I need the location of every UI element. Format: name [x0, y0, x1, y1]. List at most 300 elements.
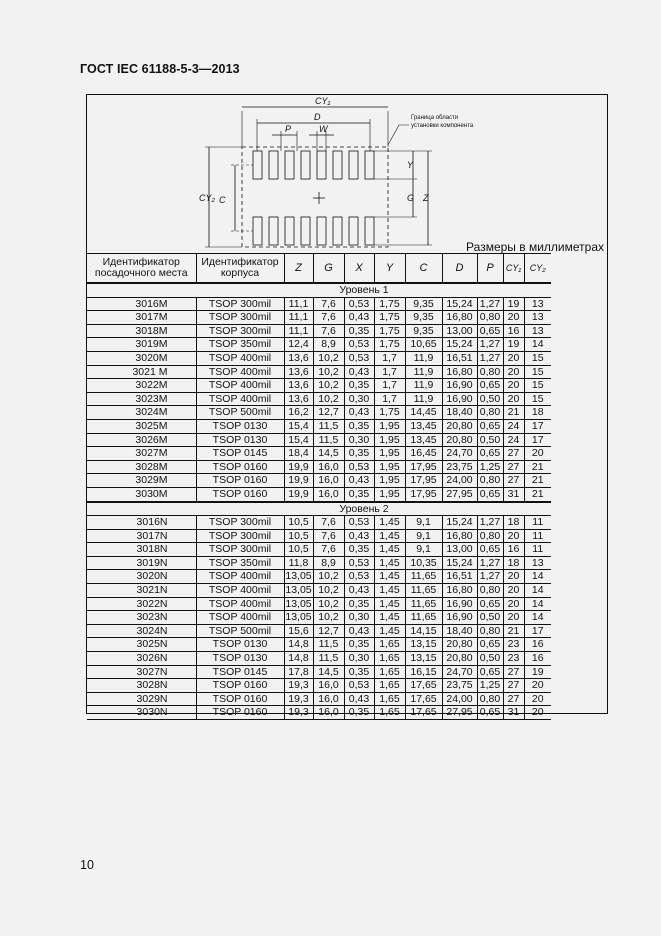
value-cell: 0,35	[344, 447, 374, 461]
table-row	[87, 311, 551, 325]
value-cell: 19,9	[284, 474, 313, 488]
value-cell: 1,45	[374, 597, 405, 611]
value-cell: 27,95	[442, 706, 477, 720]
footprint-id-cell: 3028N	[87, 679, 196, 693]
table-row	[87, 706, 551, 720]
value-cell: 19	[503, 338, 524, 352]
table-row	[87, 474, 551, 488]
header-d: D	[442, 254, 477, 284]
value-cell: 16	[503, 543, 524, 557]
value-cell: 13,6	[284, 379, 313, 393]
value-cell: 14,45	[405, 406, 442, 420]
value-cell: 20	[503, 529, 524, 543]
package-id-cell: TSOP 300mil	[196, 311, 284, 325]
figure-and-table-frame	[86, 94, 608, 719]
value-cell: 0,30	[344, 652, 374, 666]
package-id-cell: TSOP 400mil	[196, 351, 284, 365]
value-cell: 1,27	[477, 297, 503, 311]
value-cell: 11,1	[284, 324, 313, 338]
value-cell: 18	[503, 556, 524, 570]
value-cell: 23	[503, 652, 524, 666]
value-cell: 13,45	[405, 419, 442, 433]
table-row	[87, 543, 551, 557]
value-cell: 21	[524, 487, 551, 501]
value-cell: 18,40	[442, 624, 477, 638]
value-cell: 16,90	[442, 379, 477, 393]
value-cell: 16,0	[313, 460, 344, 474]
value-cell: 0,35	[344, 597, 374, 611]
value-cell: 0,80	[477, 584, 503, 598]
value-cell: 31	[503, 487, 524, 501]
value-cell: 7,6	[313, 529, 344, 543]
table-row	[87, 679, 551, 693]
table-row	[87, 638, 551, 652]
value-cell: 20	[524, 679, 551, 693]
header-g: G	[313, 254, 344, 284]
value-cell: 0,35	[344, 379, 374, 393]
value-cell: 11,5	[313, 419, 344, 433]
value-cell: 13,05	[285, 611, 312, 624]
value-cell: 13	[524, 556, 551, 570]
package-id-cell: TSOP 0160	[196, 474, 284, 488]
value-cell: 1,75	[374, 311, 405, 325]
value-cell: 0,65	[477, 543, 503, 557]
header-cy2: CY₂	[524, 254, 551, 284]
value-cell: 14	[524, 584, 551, 598]
footprint-id-cell: 3017N	[87, 529, 196, 543]
value-cell: 15	[524, 365, 551, 379]
package-id-cell: TSOP 400mil	[196, 597, 284, 611]
value-cell: 1,45	[374, 556, 405, 570]
value-cell: 11,65	[405, 570, 442, 584]
value-cell: 11,5	[313, 638, 344, 652]
value-cell: 21	[524, 474, 551, 488]
value-cell: 13,6	[284, 365, 313, 379]
table-row	[87, 665, 551, 679]
value-cell: 17	[524, 433, 551, 447]
document-header: ГОСТ IEC 61188-5-3—2013	[80, 62, 240, 76]
value-cell: 1,45	[374, 516, 405, 530]
value-cell: 1,25	[477, 460, 503, 474]
value-cell: 7,6	[313, 543, 344, 557]
value-cell: 13,6	[284, 392, 313, 406]
value-cell: 17	[524, 624, 551, 638]
value-cell: 1,27	[477, 570, 503, 584]
value-cell: 17,8	[284, 665, 313, 679]
callout-text-line1: Граница области	[411, 115, 459, 121]
value-cell: 1,7	[374, 351, 405, 365]
value-cell: 16,0	[313, 679, 344, 693]
footprint-id-cell: 3029M	[87, 474, 196, 488]
value-cell: 0,50	[477, 433, 503, 447]
value-cell: 0,43	[344, 584, 374, 598]
value-cell: 11,65	[405, 584, 442, 598]
value-cell: 10,2	[313, 351, 344, 365]
footprint-id-cell: 3020M	[87, 351, 196, 365]
value-cell: 11,8	[284, 556, 313, 570]
value-cell: 13,15	[405, 638, 442, 652]
value-cell: 14,5	[313, 447, 344, 461]
table-row	[87, 611, 551, 625]
value-cell: 13,05	[285, 570, 312, 583]
centre-mark	[313, 192, 325, 204]
value-cell: 16,80	[442, 584, 477, 598]
value-cell: 12,7	[313, 624, 344, 638]
value-cell: 13,00	[442, 543, 477, 557]
value-cell: 7,6	[313, 324, 344, 338]
value-cell: 1,65	[374, 638, 405, 652]
value-cell: 0,43	[344, 529, 374, 543]
value-cell: 14,15	[405, 624, 442, 638]
value-cell: 10,35	[405, 556, 442, 570]
value-cell: 19,9	[284, 460, 313, 474]
value-cell: 10,5	[284, 529, 313, 543]
value-cell: 19,9	[284, 487, 313, 501]
value-cell: 0,43	[344, 365, 374, 379]
value-cell: 20	[524, 447, 551, 461]
table-row	[87, 597, 551, 611]
value-cell: 20	[524, 692, 551, 706]
label-p: P	[285, 124, 292, 134]
package-id-cell: TSOP 0160	[196, 706, 284, 720]
value-cell: 24,00	[442, 474, 477, 488]
label-cy1: CY₁	[315, 96, 331, 106]
value-cell: 0,65	[477, 447, 503, 461]
package-id-cell: TSOP 0130	[196, 433, 284, 447]
value-cell: 1,95	[374, 474, 405, 488]
value-cell: 8,9	[313, 556, 344, 570]
value-cell: 10,2	[313, 597, 344, 611]
value-cell: 0,35	[344, 706, 374, 720]
value-cell: 17,95	[405, 487, 442, 501]
level-title-row	[87, 502, 551, 516]
value-cell: 18,4	[284, 447, 313, 461]
value-cell: 1,95	[374, 447, 405, 461]
value-cell: 15	[524, 392, 551, 406]
value-cell: 11,5	[313, 652, 344, 666]
value-cell: 15,24	[442, 297, 477, 311]
value-cell: 20,80	[442, 638, 477, 652]
value-cell: 0,35	[344, 638, 374, 652]
package-id-cell: TSOP 0145	[196, 447, 284, 461]
land-pattern-drawing	[87, 95, 607, 255]
table-row	[87, 652, 551, 666]
value-cell: 21	[503, 624, 524, 638]
value-cell: 10,5	[284, 543, 313, 557]
value-cell: 15,4	[284, 419, 313, 433]
header-cy1: CY₁	[503, 254, 524, 284]
value-cell: 0,30	[344, 392, 374, 406]
value-cell: 20	[503, 584, 524, 598]
top-pad-row	[253, 151, 374, 179]
level-title: Уровень 1	[87, 283, 551, 297]
value-cell: 1,45	[374, 611, 405, 625]
value-cell: 1,27	[477, 351, 503, 365]
value-cell: 27	[503, 692, 524, 706]
value-cell: 9,35	[405, 297, 442, 311]
value-cell: 1,75	[374, 406, 405, 420]
value-cell: 0,65	[477, 638, 503, 652]
value-cell: 10,2	[313, 570, 344, 584]
value-cell: 1,7	[374, 392, 405, 406]
value-cell: 14	[524, 570, 551, 584]
package-id-cell: TSOP 350mil	[196, 556, 284, 570]
value-cell: 15	[524, 351, 551, 365]
value-cell: 15,6	[284, 624, 313, 638]
value-cell: 14	[524, 338, 551, 352]
value-cell: 10,2	[313, 392, 344, 406]
footprint-id-cell: 3029N	[87, 692, 196, 706]
value-cell: 20,80	[442, 652, 477, 666]
value-cell: 24	[503, 419, 524, 433]
footprint-id-cell: 3017M	[87, 311, 196, 325]
footprint-id-cell: 3023M	[87, 392, 196, 406]
table-row	[87, 324, 551, 338]
value-cell: 17,65	[405, 679, 442, 693]
value-cell: 20	[503, 392, 524, 406]
value-cell: 15,24	[442, 516, 477, 530]
value-cell: 0,80	[477, 624, 503, 638]
value-cell: 0,43	[344, 624, 374, 638]
value-cell: 1,7	[374, 379, 405, 393]
value-cell: 0,80	[477, 406, 503, 420]
package-id-cell: TSOP 400mil	[196, 611, 284, 625]
value-cell: 0,65	[477, 419, 503, 433]
value-cell: 27	[503, 474, 524, 488]
table-row	[87, 392, 551, 406]
value-cell: 10,2	[313, 611, 344, 625]
value-cell: 7,6	[313, 297, 344, 311]
value-cell: 23,75	[442, 460, 477, 474]
value-cell: 31	[503, 706, 524, 720]
value-cell: 13,00	[442, 324, 477, 338]
value-cell: 0,50	[477, 652, 503, 666]
callout-text-line2: установки компонента	[411, 123, 474, 129]
bottom-pad-row	[253, 217, 374, 245]
value-cell: 0,35	[344, 665, 374, 679]
value-cell: 16,80	[442, 365, 477, 379]
table-row	[87, 570, 551, 584]
value-cell: 0,30	[344, 433, 374, 447]
value-cell: 0,65	[477, 487, 503, 501]
value-cell: 1,27	[477, 338, 503, 352]
header-z: Z	[284, 254, 313, 284]
label-g: G	[407, 193, 415, 203]
package-id-cell: TSOP 300mil	[196, 516, 284, 530]
value-cell: 15,24	[442, 556, 477, 570]
package-id-cell: TSOP 400mil	[196, 570, 284, 584]
value-cell: 17,65	[405, 706, 442, 720]
table-row	[87, 584, 551, 598]
package-id-cell: TSOP 0130	[196, 638, 284, 652]
value-cell: 16,0	[313, 692, 344, 706]
value-cell: 9,1	[405, 543, 442, 557]
value-cell: 18	[503, 516, 524, 530]
footprint-id-cell: 3030M	[87, 487, 196, 501]
value-cell: 16	[524, 652, 551, 666]
level-title-row	[87, 283, 551, 297]
footprint-id-cell: 3025M	[87, 419, 196, 433]
value-cell: 0,53	[344, 556, 374, 570]
package-id-cell: TSOP 300mil	[196, 543, 284, 557]
value-cell: 1,65	[374, 652, 405, 666]
value-cell: 0,43	[344, 406, 374, 420]
value-cell: 19	[503, 297, 524, 311]
value-cell: 11,9	[405, 351, 442, 365]
label-c: C	[219, 195, 226, 205]
footprint-id-cell: 3026N	[87, 652, 196, 666]
value-cell: 0,30	[344, 611, 374, 625]
value-cell: 1,75	[374, 338, 405, 352]
footprint-id-cell: 3021 M	[87, 365, 196, 379]
value-cell: 0,80	[477, 474, 503, 488]
value-cell: 11,9	[405, 365, 442, 379]
value-cell: 20	[503, 311, 524, 325]
value-cell: 21	[524, 460, 551, 474]
value-cell: 27,95	[442, 487, 477, 501]
value-cell: 11,5	[313, 433, 344, 447]
value-cell: 1,7	[374, 365, 405, 379]
value-cell: 11,65	[405, 597, 442, 611]
package-id-cell: TSOP 350mil	[196, 338, 284, 352]
value-cell: 0,43	[344, 311, 374, 325]
value-cell: 9,35	[405, 311, 442, 325]
value-cell: 0,35	[344, 543, 374, 557]
value-cell: 27	[503, 679, 524, 693]
package-id-cell: TSOP 0130	[196, 652, 284, 666]
value-cell: 19	[524, 665, 551, 679]
package-id-cell: TSOP 0160	[196, 692, 284, 706]
units-note: Размеры в миллиметрах	[466, 240, 604, 254]
package-id-cell: TSOP 0130	[196, 419, 284, 433]
value-cell: 15	[524, 379, 551, 393]
value-cell: 7,6	[313, 516, 344, 530]
value-cell: 16,15	[405, 665, 442, 679]
value-cell: 0,80	[477, 311, 503, 325]
package-id-cell: TSOP 400mil	[196, 584, 284, 598]
value-cell: 0,50	[477, 611, 503, 625]
table-row	[87, 447, 551, 461]
value-cell: 16,51	[442, 351, 477, 365]
value-cell: 0,43	[344, 474, 374, 488]
table-row	[87, 529, 551, 543]
value-cell: 0,35	[344, 419, 374, 433]
value-cell: 1,65	[374, 665, 405, 679]
table-row	[87, 419, 551, 433]
label-y: Y	[407, 160, 414, 170]
value-cell: 27	[503, 460, 524, 474]
value-cell: 16,0	[313, 706, 344, 720]
value-cell: 11	[524, 516, 551, 530]
footprint-id-cell: 3016M	[87, 297, 196, 311]
footprint-id-cell: 3030N	[87, 706, 196, 720]
footprint-id-cell: 3024N	[87, 624, 196, 638]
footprint-id-cell: 3021N	[87, 584, 196, 598]
footprint-id-cell: 3022N	[87, 597, 196, 611]
table-row	[87, 487, 551, 501]
value-cell: 1,45	[374, 543, 405, 557]
value-cell: 12,7	[313, 406, 344, 420]
value-cell: 11,65	[405, 611, 442, 625]
value-cell: 9,1	[405, 516, 442, 530]
label-cy2: CY₂	[199, 193, 215, 203]
label-w: W	[319, 124, 328, 134]
value-cell: 20,80	[442, 419, 477, 433]
value-cell: 1,95	[374, 433, 405, 447]
footprint-id-cell: 3023N	[87, 611, 196, 625]
value-cell: 20	[503, 351, 524, 365]
value-cell: 0,65	[477, 706, 503, 720]
package-id-cell: TSOP 500mil	[196, 624, 284, 638]
value-cell: 10,2	[313, 365, 344, 379]
value-cell: 0,53	[344, 351, 374, 365]
value-cell: 0,35	[344, 324, 374, 338]
value-cell: 16,80	[442, 529, 477, 543]
header-p: P	[477, 254, 503, 284]
value-cell: 1,95	[374, 419, 405, 433]
value-cell: 10,2	[313, 379, 344, 393]
package-id-cell: TSOP 0160	[196, 679, 284, 693]
table-row	[87, 556, 551, 570]
package-id-cell: TSOP 0160	[196, 460, 284, 474]
footprint-id-cell: 3028M	[87, 460, 196, 474]
value-cell: 13	[524, 297, 551, 311]
value-cell: 23	[503, 638, 524, 652]
value-cell: 15,24	[442, 338, 477, 352]
value-cell: 16,90	[442, 611, 477, 625]
value-cell: 0,35	[344, 487, 374, 501]
value-cell: 1,45	[374, 570, 405, 584]
label-z: Z	[423, 193, 429, 203]
package-id-cell: TSOP 400mil	[196, 379, 284, 393]
value-cell: 0,80	[477, 365, 503, 379]
value-cell: 18,40	[442, 406, 477, 420]
value-cell: 17,95	[405, 460, 442, 474]
header-footprint-id: Идентификатор посадочного места	[87, 254, 196, 284]
table-row	[87, 338, 551, 352]
value-cell: 13	[524, 311, 551, 325]
footprint-id-cell: 3019N	[87, 556, 196, 570]
value-cell: 16	[503, 324, 524, 338]
value-cell: 14	[524, 611, 551, 625]
footprint-id-cell: 3025N	[87, 638, 196, 652]
footprint-id-cell: 3024M	[87, 406, 196, 420]
value-cell: 24,70	[442, 665, 477, 679]
value-cell: 13,05	[285, 597, 312, 610]
footprint-id-cell: 3016N	[87, 516, 196, 530]
package-id-cell: TSOP 400mil	[196, 392, 284, 406]
value-cell: 27	[503, 447, 524, 461]
value-cell: 13,6	[284, 351, 313, 365]
courtyard-boundary	[242, 147, 388, 247]
value-cell: 12,4	[284, 338, 313, 352]
package-id-cell: TSOP 300mil	[196, 324, 284, 338]
label-d: D	[314, 112, 321, 122]
value-cell: 11,9	[405, 392, 442, 406]
value-cell: 1,75	[374, 324, 405, 338]
value-cell: 1,65	[374, 679, 405, 693]
value-cell: 17	[524, 419, 551, 433]
value-cell: 24,70	[442, 447, 477, 461]
package-id-cell: TSOP 0160	[196, 487, 284, 501]
value-cell: 0,53	[344, 679, 374, 693]
value-cell: 16,90	[442, 597, 477, 611]
footprint-id-cell: 3019M	[87, 338, 196, 352]
value-cell: 0,80	[477, 692, 503, 706]
value-cell: 1,95	[374, 460, 405, 474]
value-cell: 14,8	[284, 652, 313, 666]
package-id-cell: TSOP 300mil	[196, 297, 284, 311]
